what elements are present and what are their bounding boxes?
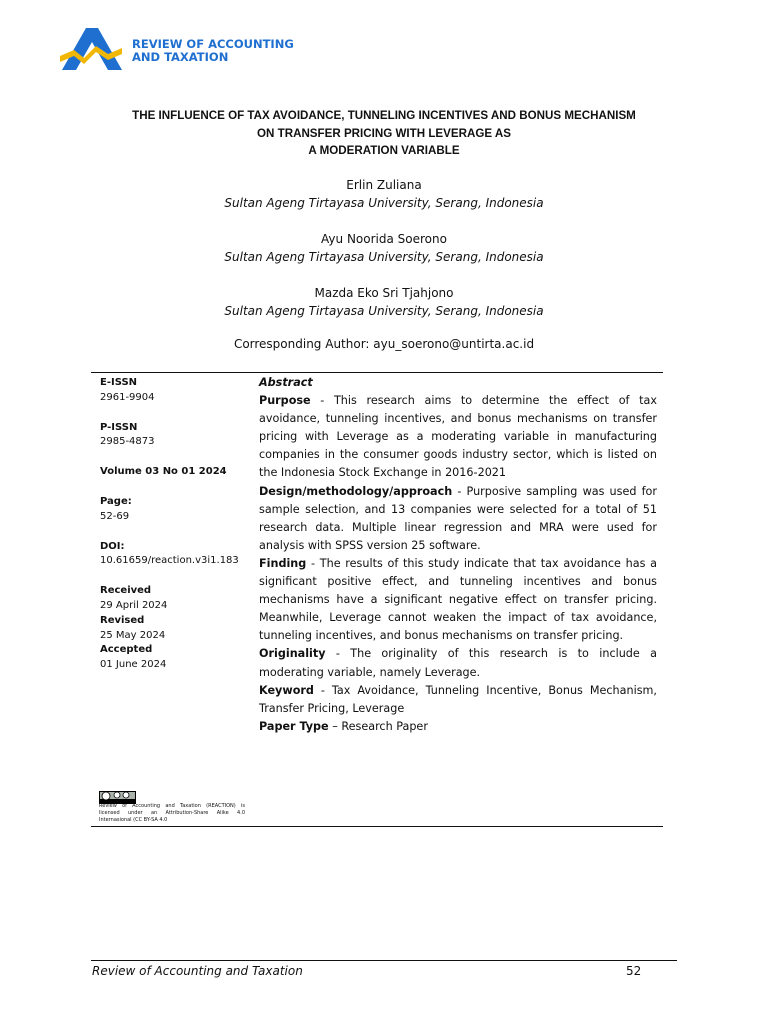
journal-name: REVIEW OF ACCOUNTING AND TAXATION [132,37,294,64]
abstract-finding: Finding - The results of this study indicate that tax avoidance has a significant positive effect, and tunneling incentives and bonus mechanisms have a significant negative effect on transfer pricing. Meanwhile, Leverage cannot weaken the impact of tax avoidance, tunneling incentives, and bonus mechanisms on transfer pricing. [259,556,657,643]
author-affiliation: Sultan Ageng Tirtayasa University, Serang, Indonesia [224,250,544,264]
article-title: THE INFLUENCE OF TAX AVOIDANCE, TUNNELING INCENTIVES AND BONUS MECHANISM ON TRANSFER PRICING WITH LEVERAGE AS A MODERATION VARIABLE [132,109,636,157]
author-affiliation: Sultan Ageng Tirtayasa University, Serang, Indonesia [224,304,544,318]
abstract [259,374,657,736]
license-text: Review of Accounting and Taxation (REACTION) is licensed under an Attribution-Share Alike 4.0 Internasional (CC BY-SA 4.0 [99,803,245,823]
journal-logo-icon [60,26,122,72]
author-1 [60,176,708,212]
footer-journal: Review of Accounting and Taxation [92,964,303,978]
top-divider [91,372,663,373]
abstract-keyword: Keyword - Tax Avoidance, Tunneling Incentive, Bonus Mechanism, Transfer Pricing, Leverage [259,683,657,715]
author-name: Erlin Zuliana [346,178,422,192]
volume-info: Volume 03 No 01 2024 [100,466,227,478]
revised-date: 25 May 2024 [100,629,166,641]
abstract-paper-type: Paper Type – Research Paper [259,719,428,733]
received-date: 29 April 2024 [100,599,168,611]
page-label: Page: [100,495,132,507]
author-affiliation: Sultan Ageng Tirtayasa University, Serang, Indonesia [224,196,544,210]
author-2 [60,230,708,266]
page-range: 52-69 [100,510,130,522]
author-name: Mazda Eko Sri Tjahjono [314,286,454,300]
abstract-purpose: Purpose - This research aims to determine the effect of tax avoidance, tunneling incentives, and bonus mechanisms on transfer pricing with Leverage as a moderating variable in manufacturing companies in the consumer goods industry sector, which is listed on the Indonesia Stock Exchange in 2016-2021 [259,394,657,480]
pissn-label: P-ISSN [100,421,138,433]
accepted-date: 01 June 2024 [100,659,167,671]
corresponding-author: Corresponding Author: ayu_soerono@untirta.ac.id [233,337,535,351]
bottom-divider [91,826,663,827]
author-3 [60,284,708,320]
revised-label: Revised [100,614,145,626]
article-metadata [100,376,250,673]
accepted-label: Accepted [100,644,153,656]
eissn-value: 2961-9904 [100,391,155,403]
doi-label: DOI: [100,540,125,552]
doi-value: 10.61659/reaction.v3i1.183 [100,555,239,567]
abstract-heading: Abstract [259,376,313,389]
abstract-originality: Originality - The originality of this research is to include a moderating variable, namely Leverage. [259,647,657,679]
author-name: Ayu Noorida Soerono [321,232,447,246]
footer-divider [91,960,677,961]
pissn-value: 2985-4873 [100,436,155,448]
page-number: 52 [626,964,642,978]
received-label: Received [100,585,152,597]
abstract-design: Design/methodology/approach - Purposive sampling was used for sample selection, and 13 companies were selected for a total of 51 research data. Multiple linear regression and MRA were used for analysis with SPSS version 25 software. [259,484,657,552]
eissn-label: E-ISSN [100,377,138,388]
